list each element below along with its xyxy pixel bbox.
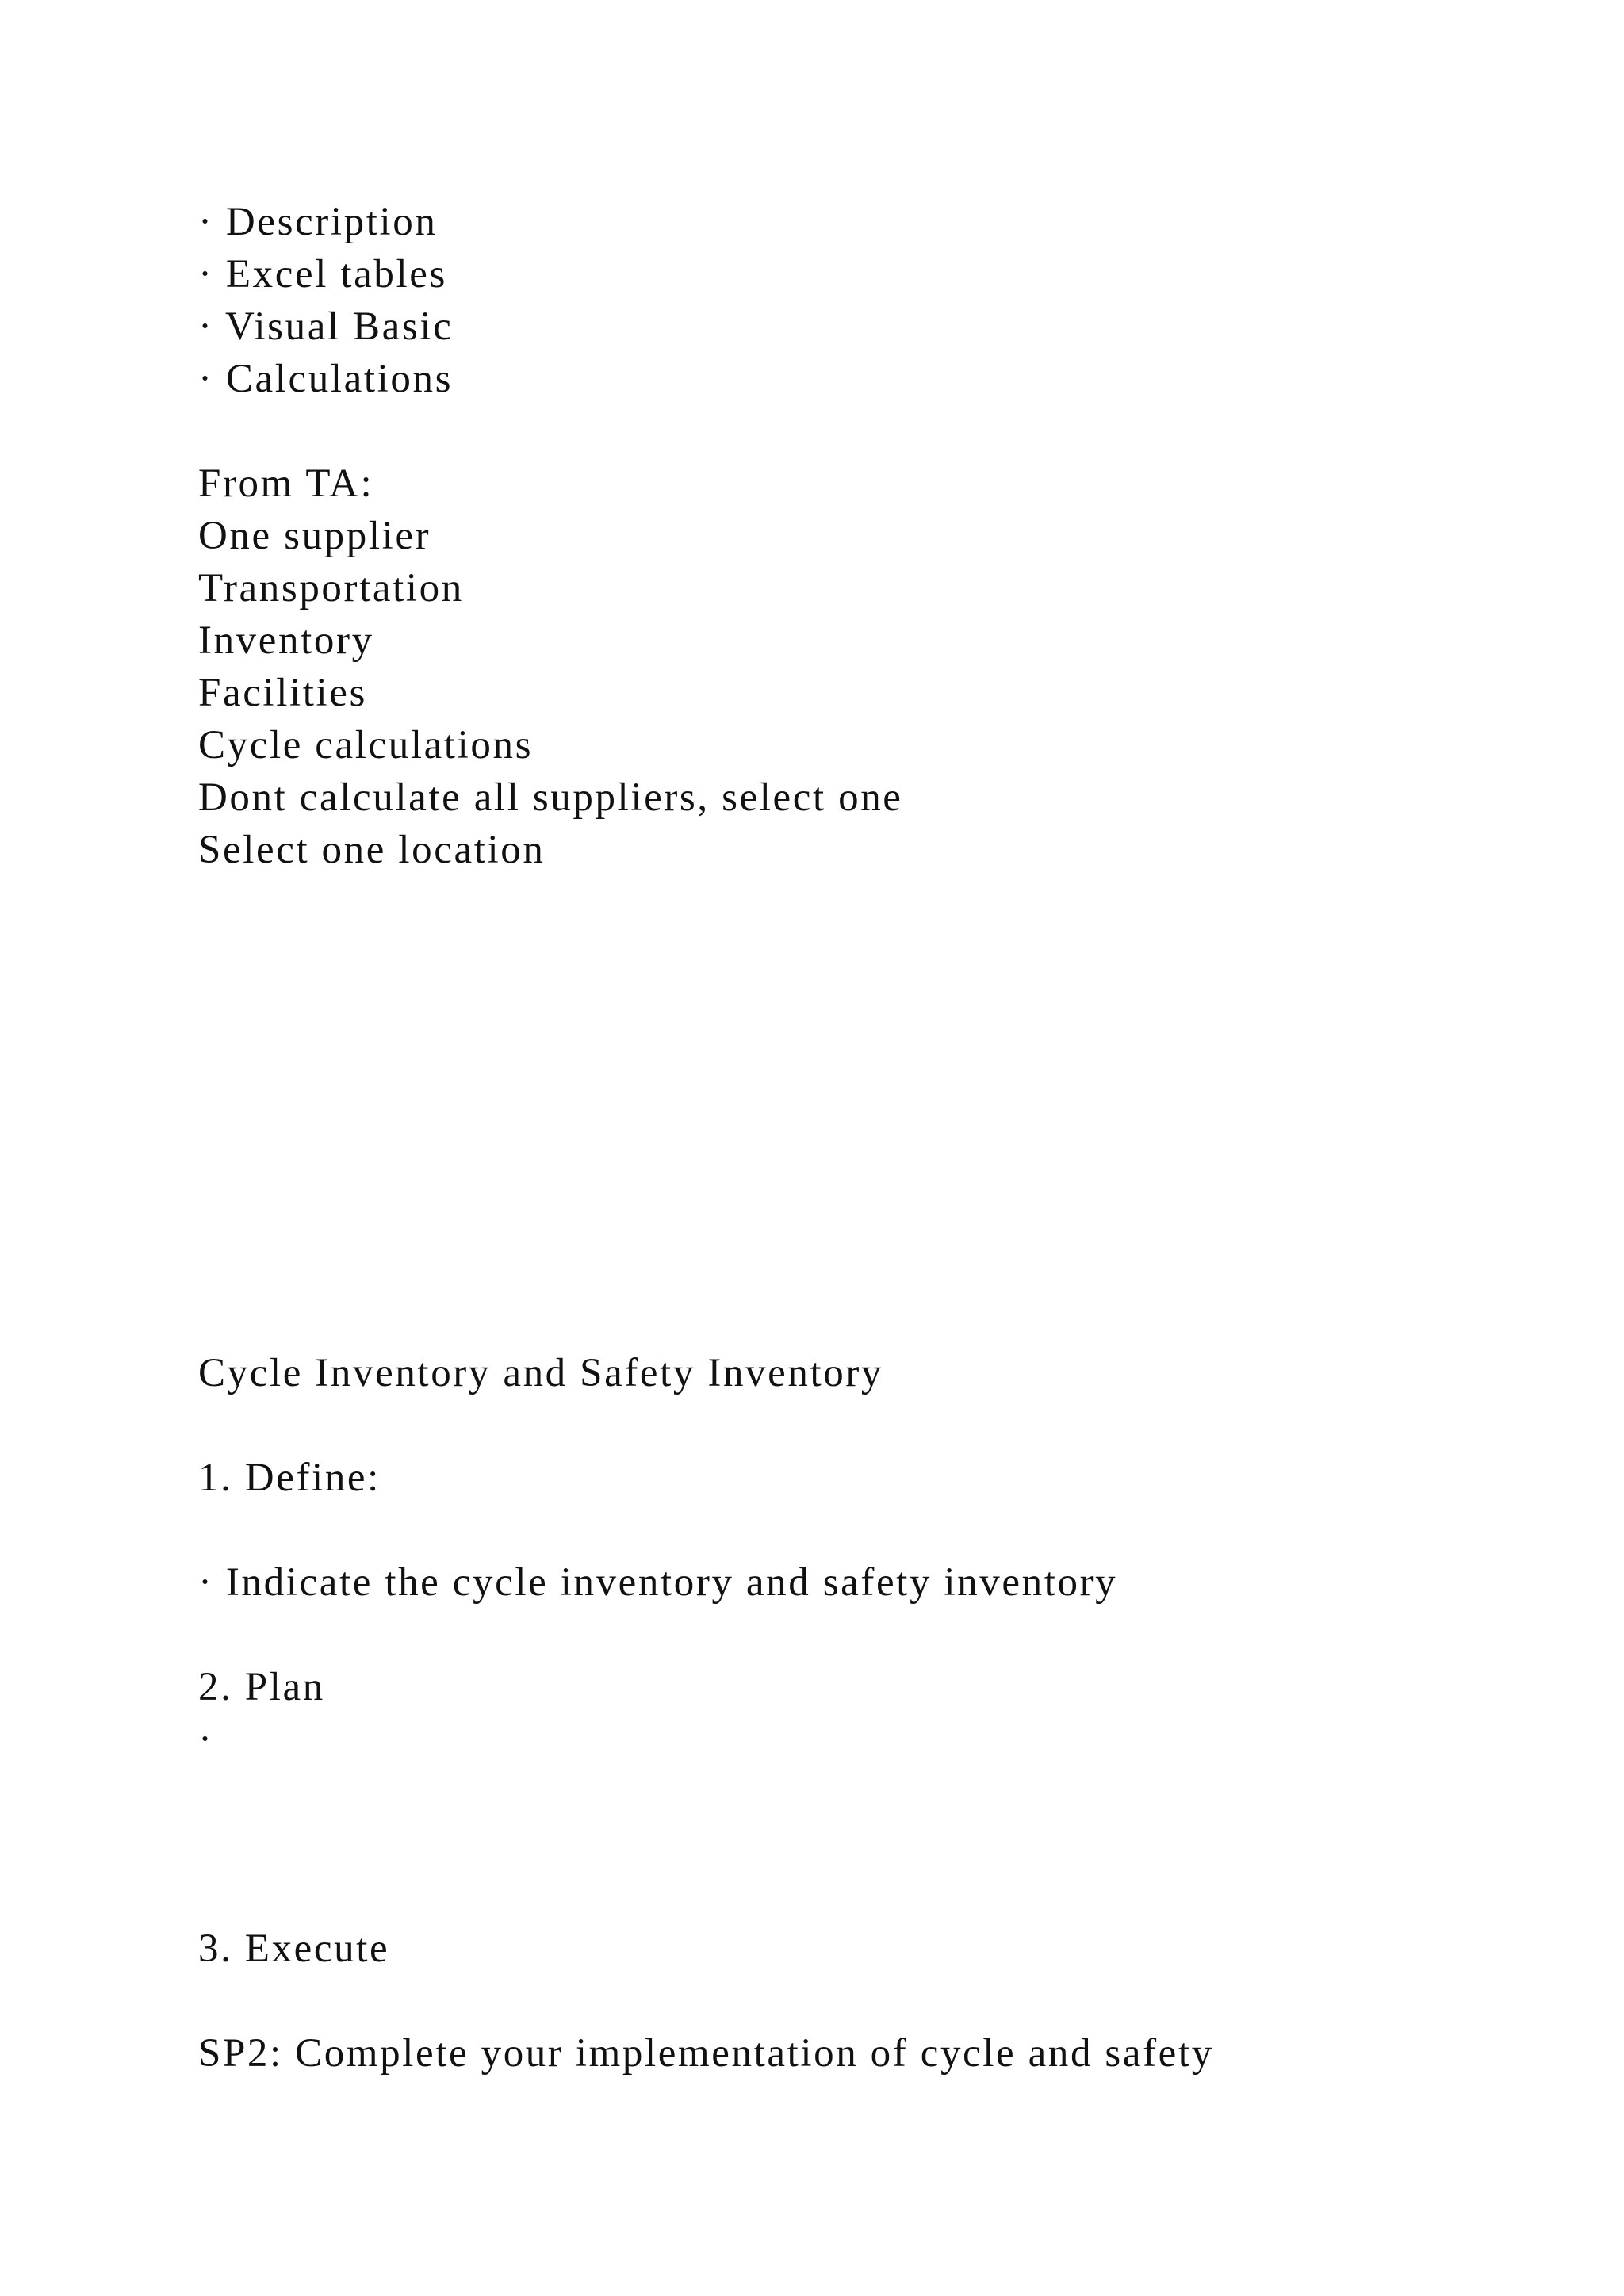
section-title: Cycle Inventory and Safety Inventory [198,1351,884,1395]
define-heading: 1. Define: [198,1456,381,1500]
from-ta-item-select-supplier: Dont calculate all suppliers, select one [198,775,903,820]
from-ta-item-cycle-calculations: Cycle calculations [198,723,534,767]
from-ta-heading: From TA: [198,461,374,506]
bullet-excel-tables: · Excel tables [198,252,447,297]
from-ta-item-inventory: Inventory [198,618,374,663]
plan-bullet: · [198,1717,214,1762]
from-ta-item-facilities: Facilities [198,671,367,715]
bullet-description: · Description [198,200,438,244]
from-ta-item-select-location: Select one location [198,828,546,872]
sp2-text: SP2: Complete your implementation of cycle and safety [198,2031,1214,2076]
from-ta-item-one-supplier: One supplier [198,514,431,558]
plan-heading: 2. Plan [198,1665,325,1709]
bullet-calculations: · Calculations [198,357,454,401]
bullet-visual-basic: · Visual Basic [198,304,454,349]
from-ta-item-transportation: Transportation [198,566,464,610]
define-bullet: · Indicate the cycle inventory and safety inventory [198,1560,1118,1605]
execute-heading: 3. Execute [198,1927,390,1971]
